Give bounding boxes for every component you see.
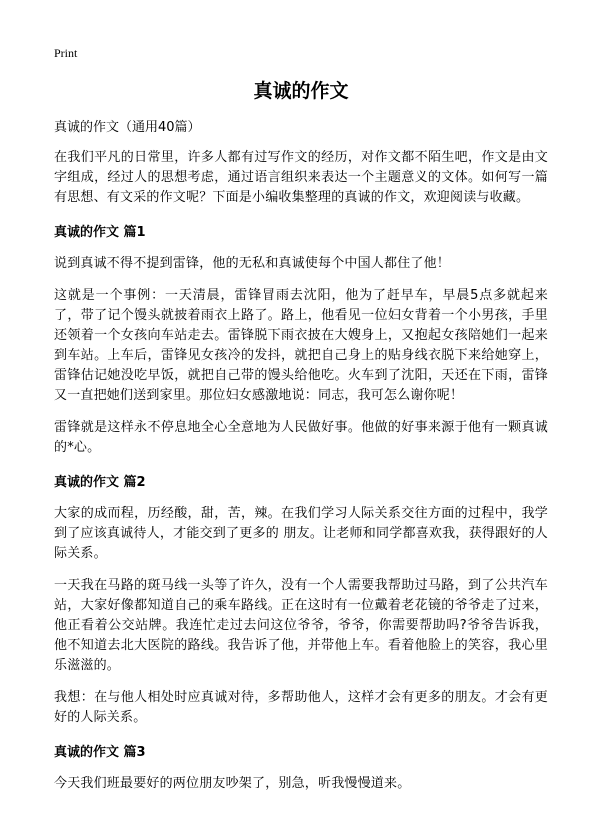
document-subtitle: 真诚的作文（通用40篇） [54,120,201,135]
paragraph: 说到真诚不得不提到雷锋，他的无私和真诚使每个中国人都住了他！ [54,256,451,271]
paragraph: 今天我们班最要好的两位朋友吵架了，别急，听我慢慢道来。 [54,776,411,791]
paragraph: 我想：在与他人相处时应真诚对待，多帮助他人，这样才会有更多的朋友。才会有更好的人际关系。 [54,690,548,725]
document-page [54,78,548,806]
print-link[interactable]: Print [54,46,78,60]
paragraph: 一天我在马路的斑马线一头等了许久，没有一个人需要我帮助过马路，到了公共汽车站，大家好像都知道自己的乘车路线。正在这时有一位戴着老花镜的爷爷走了过来，他正看着公交站牌。我连忙走过去问这位爷爷，爷爷，你需要帮助吗?爷爷告诉我，他不知道去北大医院的路线。我告诉了他，并带他上车。看着他脸上的笑容，我心里乐滋滋的。 [54,578,548,673]
intro-paragraph: 在我们平凡的日常里，许多人都有过写作文的经历，对作文都不陌生吧，作文是由文字组成，经过人的思想考虑，通过语言组织来表达一个主题意义的文体。如何写一篇有思想、有文采的作文呢？下面是小编收集整理的真诚的作文，欢迎阅读与收藏。 [54,150,548,205]
paragraph: 大家的成而程，历经酸，甜，苦，辣。在我们学习人际关系交往方面的过程中，我学到了应该真诚待人，才能交到了更多的 朋友。让老师和同学都喜欢我，获得跟好的人际关系。 [54,506,548,561]
section-heading-1: 真诚的作文 篇1 [54,225,146,240]
section-heading-3: 真诚的作文 篇3 [54,745,146,760]
page-title: 真诚的作文 [253,80,349,102]
paragraph: 雷锋就是这样永不停息地全心全意地为人民做好事。他做的好事来源于他有一颗真诚的*心。 [54,420,548,455]
paragraph: 这就是一个事例：一天清晨，雷锋冒雨去沈阳，他为了赶早车，早晨5点多就起来了，带了记个馒头就披着雨衣上路了。路上，他看见一位妇女背着一个小男孩，手里还领着一个女孩向车站走去。雷锋脱下雨衣披在大嫂身上，又抱起女孩陪她们一起来到车站。上车后，雷锋见女孩冷的发抖，就把自己身上的贴身线衣脱下来给她穿上，雷锋估记她没吃早饭，就把自己带的馒头给他吃。火车到了沈阳，天还在下雨，雷锋又一直把她们送到家里。那位妇女感激地说：同志，我可怎么谢你呢！ [54,288,548,403]
section-heading-2: 真诚的作文 篇2 [54,475,146,490]
